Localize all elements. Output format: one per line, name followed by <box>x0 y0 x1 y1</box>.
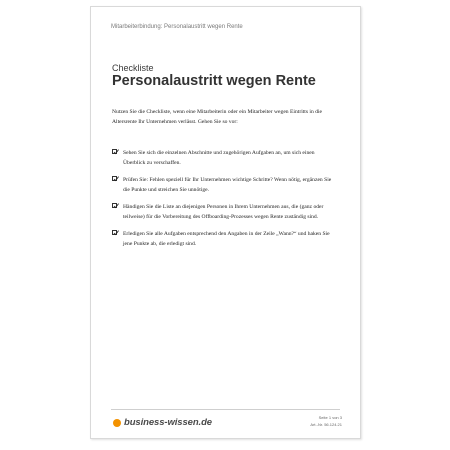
checked-box-icon <box>112 230 117 235</box>
running-header: Mitarbeiterbindung: Personalaustritt wegen Rente <box>111 24 243 30</box>
article-number: Art.-Nr. 56.124.21 <box>310 422 342 427</box>
checklist-item-text: Erledigen Sie alle Aufgaben entsprechend den Angaben in der Zeile „Wann?“ und haken Sie jene Punkte ab, die erledigt sind. <box>123 231 330 247</box>
page-title: Personalaustritt wegen Rente <box>112 73 316 89</box>
checklist-item <box>112 202 337 222</box>
checkmark-icon <box>113 230 119 236</box>
checklist-item <box>112 229 337 249</box>
checkmark-icon <box>113 149 119 155</box>
checked-box-icon <box>112 203 117 208</box>
document-page <box>90 6 361 439</box>
checked-box-icon <box>112 149 117 154</box>
checkmark-icon <box>113 203 119 209</box>
checkmark-icon <box>113 176 119 182</box>
checklist-item-text: Händigen Sie die Liste an diejenigen Personen in Ihrem Unternehmen aus, die (ganz oder teilweise) für die Vorbereitung des Offboarding-Prozesses wegen Rente zuständig sind. <box>123 204 324 220</box>
checklist-item <box>112 175 337 195</box>
orange-dot-icon <box>113 419 121 427</box>
checklist-item-text: Prüfen Sie: Fehlen speziell für Ihr Unternehmen wichtige Schritte? Wenn nötig, ergänzen Sie die Punkte und streichen Sie unnötige. <box>123 177 332 193</box>
document-type-label: Checkliste <box>112 63 154 73</box>
checked-box-icon <box>112 176 117 181</box>
intro-paragraph: Nutzen Sie die Checkliste, wenn eine Mitarbeiterin oder ein Mitarbeiter wegen Eintritts in die Altersrente Ihr Unternehmen verlässt. Gehen Sie so vor: <box>112 109 323 125</box>
page-meta <box>310 414 342 428</box>
brand-logo <box>113 417 212 428</box>
checklist-item-text: Sehen Sie sich die einzelnen Abschnitte und zugehörigen Aufgaben an, um sich einen Überblick zu verschaffen. <box>123 150 315 166</box>
page-number: Seite 1 von 3 <box>318 415 342 420</box>
footer-divider <box>111 409 340 410</box>
logo-text: business-wissen.de <box>124 417 212 428</box>
checklist <box>112 148 337 256</box>
checklist-item <box>112 148 337 168</box>
